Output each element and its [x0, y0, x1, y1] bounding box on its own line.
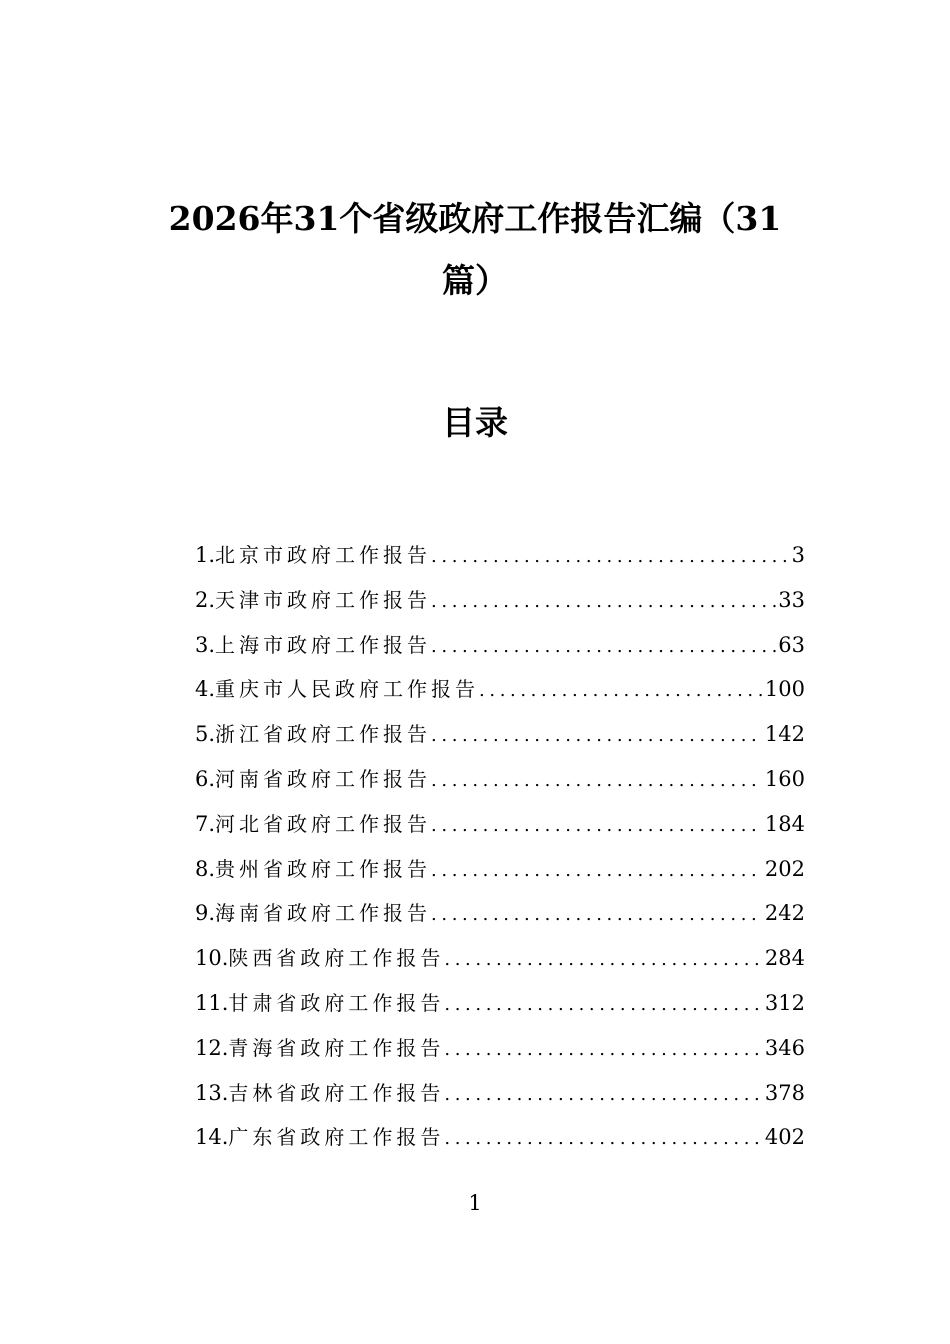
toc-entry[interactable]	[195, 1030, 805, 1075]
toc-dot-leader	[431, 763, 763, 799]
toc-entry[interactable]	[195, 671, 805, 716]
toc-entry-page: 202	[764, 856, 805, 881]
toc-entry[interactable]	[195, 537, 805, 582]
toc-entry[interactable]	[195, 761, 805, 806]
toc-dot-leader	[444, 1121, 763, 1157]
toc-entry-title: 陕西省政府工作报告	[228, 946, 445, 971]
toc-entry-number: 3.	[195, 632, 216, 657]
toc-entry-title: 吉林省政府工作报告	[228, 1080, 445, 1105]
toc-entry-page: 63	[778, 632, 805, 657]
toc-entry-title: 天津市政府工作报告	[215, 587, 432, 612]
toc-entry-number: 14.	[195, 1125, 229, 1150]
toc-entry-title: 浙江省政府工作报告	[215, 722, 432, 747]
toc-entry[interactable]	[195, 895, 805, 940]
toc-entry-page: 100	[764, 677, 805, 702]
toc-entry[interactable]	[195, 940, 805, 985]
toc-entry[interactable]	[195, 1119, 805, 1164]
toc-entry-number: 10.	[195, 946, 229, 971]
toc-entry-page: 142	[764, 722, 805, 747]
toc-entry-page: 402	[764, 1125, 805, 1150]
toc-entry[interactable]	[195, 716, 805, 761]
toc-entry-title: 甘肃省政府工作报告	[228, 990, 445, 1015]
toc-entry-page: 184	[764, 811, 805, 836]
toc-entry-number: 5.	[195, 722, 216, 747]
toc-entry[interactable]	[195, 985, 805, 1030]
toc-entry-number: 1.	[195, 543, 216, 567]
toc-entry-number: 11.	[195, 990, 229, 1015]
toc-entry[interactable]	[195, 1075, 805, 1120]
toc-entry-title: 广东省政府工作报告	[228, 1125, 445, 1150]
toc-entry-number: 12.	[195, 1035, 229, 1060]
toc-entry[interactable]	[195, 627, 805, 672]
toc-dot-leader	[431, 718, 763, 754]
toc-entry[interactable]	[195, 582, 805, 627]
toc-entry-page: 242	[764, 901, 805, 926]
toc-entry-number: 4.	[195, 677, 216, 702]
toc-entry-number: 6.	[195, 766, 216, 791]
document-title: 2026年31个省级政府工作报告汇编（31篇）	[168, 199, 782, 300]
toc-entry[interactable]	[195, 851, 805, 896]
toc-entry-number: 7.	[195, 811, 216, 836]
page-number: 1	[468, 1191, 482, 1215]
toc-entry-title: 贵州省政府工作报告	[215, 856, 432, 881]
toc-entry-title: 海南省政府工作报告	[215, 901, 432, 926]
toc-entry-page: 312	[764, 990, 805, 1015]
table-of-contents	[195, 537, 805, 1164]
toc-dot-leader	[444, 987, 763, 1023]
toc-entry-title: 青海省政府工作报告	[228, 1035, 445, 1060]
toc-entry-page: 378	[764, 1080, 805, 1105]
toc-entry-title: 河南省政府工作报告	[215, 766, 432, 791]
toc-entry-title: 重庆市人民政府工作报告	[215, 677, 480, 702]
toc-entry-page: 284	[764, 946, 805, 971]
toc-dot-leader	[431, 539, 790, 575]
toc-dot-leader	[431, 897, 763, 933]
toc-entry[interactable]	[195, 806, 805, 851]
toc-entry-page: 3	[791, 543, 805, 567]
toc-entry-title: 河北省政府工作报告	[215, 811, 432, 836]
toc-dot-leader	[444, 1032, 763, 1068]
toc-entry-page: 160	[764, 766, 805, 791]
toc-dot-leader	[444, 942, 763, 978]
toc-dot-leader	[431, 584, 776, 620]
toc-entry-number: 8.	[195, 856, 216, 881]
toc-entry-title: 北京市政府工作报告	[215, 543, 432, 567]
toc-entry-title: 上海市政府工作报告	[215, 632, 432, 657]
toc-dot-leader	[431, 629, 776, 665]
toc-dot-leader	[431, 808, 763, 844]
toc-entry-page: 346	[764, 1035, 805, 1060]
toc-entry-page: 33	[778, 587, 805, 612]
toc-entry-number: 9.	[195, 901, 216, 926]
toc-entry-number: 2.	[195, 587, 216, 612]
toc-entry-number: 13.	[195, 1080, 229, 1105]
toc-dot-leader	[479, 673, 763, 709]
toc-dot-leader	[431, 853, 763, 889]
toc-heading: 目录	[442, 403, 508, 442]
toc-dot-leader	[444, 1077, 763, 1113]
